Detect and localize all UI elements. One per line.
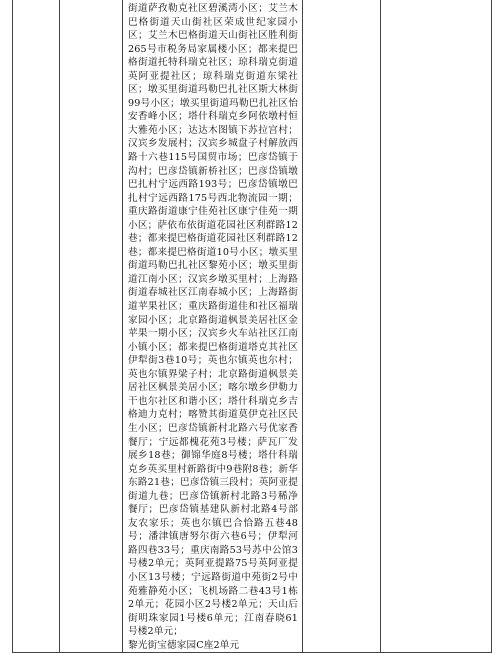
table-cell-index xyxy=(13,0,60,653)
location-list-body: 街道萨孜勒克社区碧溪湾小区；艾兰木巴格街道天山街社区荣成世纪家园小区；艾兰木巴格街道天山街社区胜利街265号市税务局家属楼小区；都来提巴格街道托特科瑞克社区；琼科瑞克街道英阿亚提社区；琼科瑞克街道东梁社区；墩买里街道玛勒巴扎社区斯大林街99号小区；墩买里街道玛勒巴扎社区怡安香峰小区；塔什科瑞克乡阿依墩村恒大雅苑小区；达达木图镇下苏拉宫村；汉宾乡发展村；汉宾乡城盘子村解放西路十六巷115号国贸市场；巴彦岱镇于沟村；巴彦岱镇新桥社区；巴彦岱镇墩巴扎村宁远西路193号；巴彦岱镇墩巴扎村宁远西路175号西北物流园一期；重庆路街道康宁佳苑社区康宁佳苑一期小区；萨依布依街道花园社区利群路12巷；都来提巴格街道花园社区利群路12巷；都来提巴格街道10号小区；墩买里街道玛勒巴扎社区黎苑小区；墩买里街道江南小区；汉宾乡墩买里村；上海路街道春城社区江南春城小区；上海路街道苹果社区；重庆路街道佳和社区福瑞家园小区；北京路街道枫景美居社区金苹果一期小区；汉宾乡火车站社区江南小镇小区；都来提巴格街道塔克其社区伊犁街3巷10号；英也尔镇英也尔村；英也尔镇界梁子村；北京路街道枫景美居社区枫景美居小区；喀尔墩乡伊勒力干也尔社区和谐小区；塔什科瑞克乡吉格迪力克村；喀赞其街道莫伊克社区民生小区；巴彦岱镇新村北路六号优家香餐厅；宁远都槐花苑3号楼；萨瓦厂发展乡18巷；御锦华庭8号楼；塔什科瑞克乡英买里村新路街中9巷附8巷；新华东路21巷；巴彦岱镇三段村；英阿亚提街道九巷；巴彦岱镇新村北路3号稀净餐厅；巴彦岱镇基建队新村北路4号部友农家乐；英也尔镇巴合恰路五巷48号；潘津镇唐努尔街六巷6号；伊犁河路四巷33号；重庆南路53号苏中公馆3号楼2单元；英阿亚提路75号英阿亚提小区13号楼；宁远路街道中苑街2号中苑雅静苑小区；飞机场路二巷43号1栋2单元；花园小区2号楼2单元；天山后街明珠家园1号楼6单元；江南春晓61号楼2单元； xyxy=(128,3,298,638)
table-cell-notes xyxy=(381,0,492,653)
table-row xyxy=(13,0,492,653)
location-list-last-line: 黎光街宝德家园C座2单元 xyxy=(128,639,240,651)
notice-table xyxy=(12,0,492,653)
location-list-text xyxy=(123,0,302,652)
table-cell-region xyxy=(60,0,123,653)
table-cell-time xyxy=(303,0,381,653)
table-cell-locations xyxy=(123,0,303,653)
